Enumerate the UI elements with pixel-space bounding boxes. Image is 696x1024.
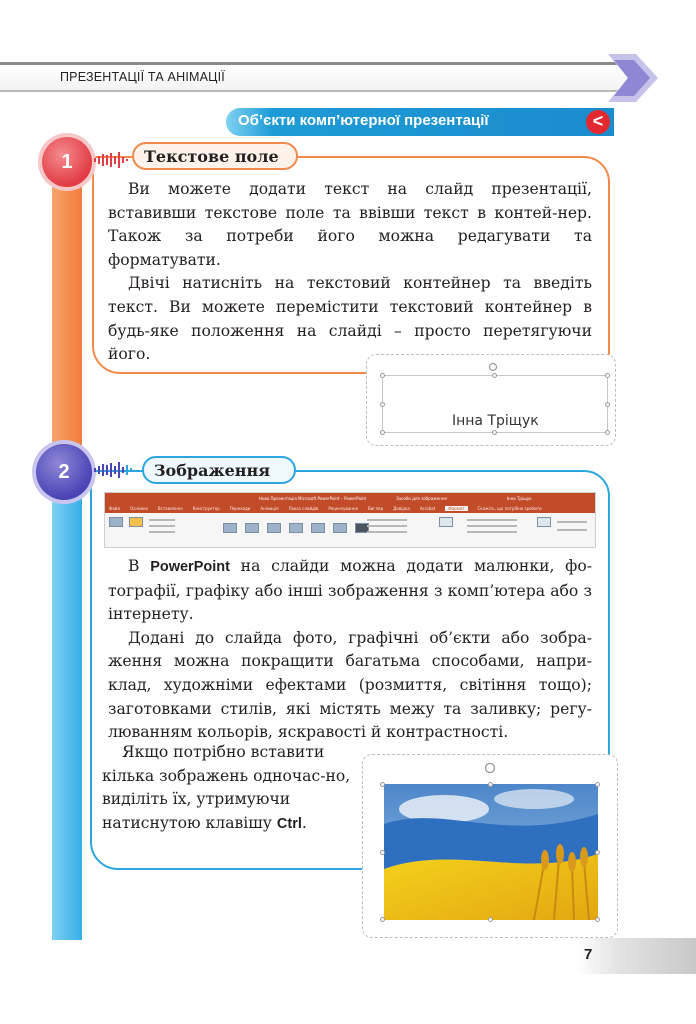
topic2-side-bar: [52, 480, 82, 940]
topic1-paragraph: Двічі натисніть на текстовий контейнер та введіть текст. Ви можете перемістити текстовий контейнер в будь-яке положення на слайді – просто перетягуючи його.: [108, 274, 592, 364]
resize-handle: [605, 430, 610, 435]
resize-handle: [380, 402, 385, 407]
picture-style-icon: [289, 523, 303, 533]
resize-handle: [605, 373, 610, 378]
ribbon-tab: Файл: [109, 506, 121, 511]
topic2-text-short: [102, 741, 352, 836]
topic1-side-bar: [52, 170, 82, 460]
running-header: ПРЕЗЕНТАЦІЇ ТА АНІМАЦІЇ: [60, 70, 225, 84]
ribbon-user: Інна Тріщук: [506, 496, 532, 501]
resize-handle: [595, 917, 600, 922]
header-arrow-icon: [608, 52, 658, 104]
ribbon-tab: Показ слайдів: [288, 506, 319, 511]
topic1-text: [108, 178, 592, 367]
topic1-number-badge: 1: [42, 137, 92, 187]
resize-handle: [380, 782, 385, 787]
topic1-title: Текстове поле: [132, 142, 298, 170]
topic2-title: Зображення: [142, 456, 296, 484]
resize-handle: [488, 917, 493, 922]
ribbon-tab: Вставлення: [157, 506, 183, 511]
ribbon-title-bar: [105, 493, 595, 504]
keyword-ctrl: Ctrl: [276, 815, 302, 832]
resize-handle: [380, 917, 385, 922]
ribbon-tab: Анімація: [260, 506, 279, 511]
topic2-text: [108, 555, 592, 745]
keyword-powerpoint: PowerPoint: [150, 559, 230, 575]
ribbon-tab-active: Формат: [445, 506, 467, 511]
page-number-band: [576, 938, 696, 974]
picture-style-icon: [333, 523, 347, 533]
ribbon-tab: Вигляд: [367, 506, 384, 511]
ribbon-tab: Acrobat: [419, 506, 436, 511]
ribbon-tab: Рецензування: [328, 506, 358, 511]
resize-handle: [595, 850, 600, 855]
ribbon-tab: Основне: [130, 506, 148, 511]
powerpoint-ribbon-screenshot: [104, 492, 596, 548]
picture-style-icon: [223, 523, 237, 533]
resize-handle: [492, 373, 497, 378]
ribbon-window-title: Нова Презентація Microsoft PowerPoint – PowerPoint: [259, 496, 367, 501]
resize-handle: [380, 850, 385, 855]
topic1-wave-icon: [92, 150, 134, 170]
topic2-number-badge: 2: [36, 444, 92, 500]
crop-icon: [537, 517, 551, 527]
topic2-wave-icon: [92, 460, 142, 480]
resize-handle: [380, 373, 385, 378]
ribbon-tabs: [105, 504, 595, 513]
picture-style-icon: [245, 523, 259, 533]
rotate-handle-icon: [488, 362, 498, 372]
topic2-paragraph: Якщо потрібно вставити кілька зображень одночас-но, виділіть їх, утримуючи натиснутою клавішу Ctrl.: [102, 743, 351, 832]
topic2-paragraph: В PowerPoint на слайди можна додати малюнки, фо-тографії, графіку або інші зображення з комп’ютера або з інтернету.: [108, 557, 592, 624]
resize-handle: [605, 402, 610, 407]
remove-background-icon: [109, 517, 123, 527]
corrections-icon: [129, 517, 143, 527]
topic1-paragraph: Ви можете додати текст на слайд презентації, вставивши текстове поле та ввівши текст в контей-нер. Також за потреби його можна редагувати та форматувати.: [108, 180, 592, 269]
section-title: Об’єкти комп’ютерної презентації: [238, 112, 489, 129]
chevron-left-icon: <: [586, 110, 610, 134]
page-number: 7: [584, 946, 593, 963]
ribbon-body: [105, 513, 595, 548]
ukrainian-flag-photo: [384, 784, 598, 920]
topic2-paragraph: Додані до слайда фото, графічні об’єкти або зобра-ження можна покращити багатьма способами, напри-клад, художніми ефектами (розмиття, світіння тощо); заготовками стилів, які містять межу та заливку; регу-люванням кольорів, яскравості й контрастності.: [108, 628, 592, 742]
ribbon-tab: Переходи: [229, 506, 251, 511]
picture-style-icon: [311, 523, 325, 533]
picture-style-icon: [267, 523, 281, 533]
text-field-sample: Інна Тріщук: [452, 413, 539, 429]
resize-handle: [488, 782, 493, 787]
ribbon-context-tab: Засоби для зображення: [396, 496, 447, 501]
ribbon-tab: Довідка: [393, 506, 410, 511]
alt-text-icon: [439, 517, 453, 527]
rotate-handle-icon: [484, 762, 496, 774]
ribbon-tell-me: Скажіть, що потрібно зробити: [477, 506, 542, 511]
resize-handle: [595, 782, 600, 787]
ribbon-tab: Конструктор: [192, 506, 220, 511]
resize-handle: [492, 430, 497, 435]
resize-handle: [380, 430, 385, 435]
